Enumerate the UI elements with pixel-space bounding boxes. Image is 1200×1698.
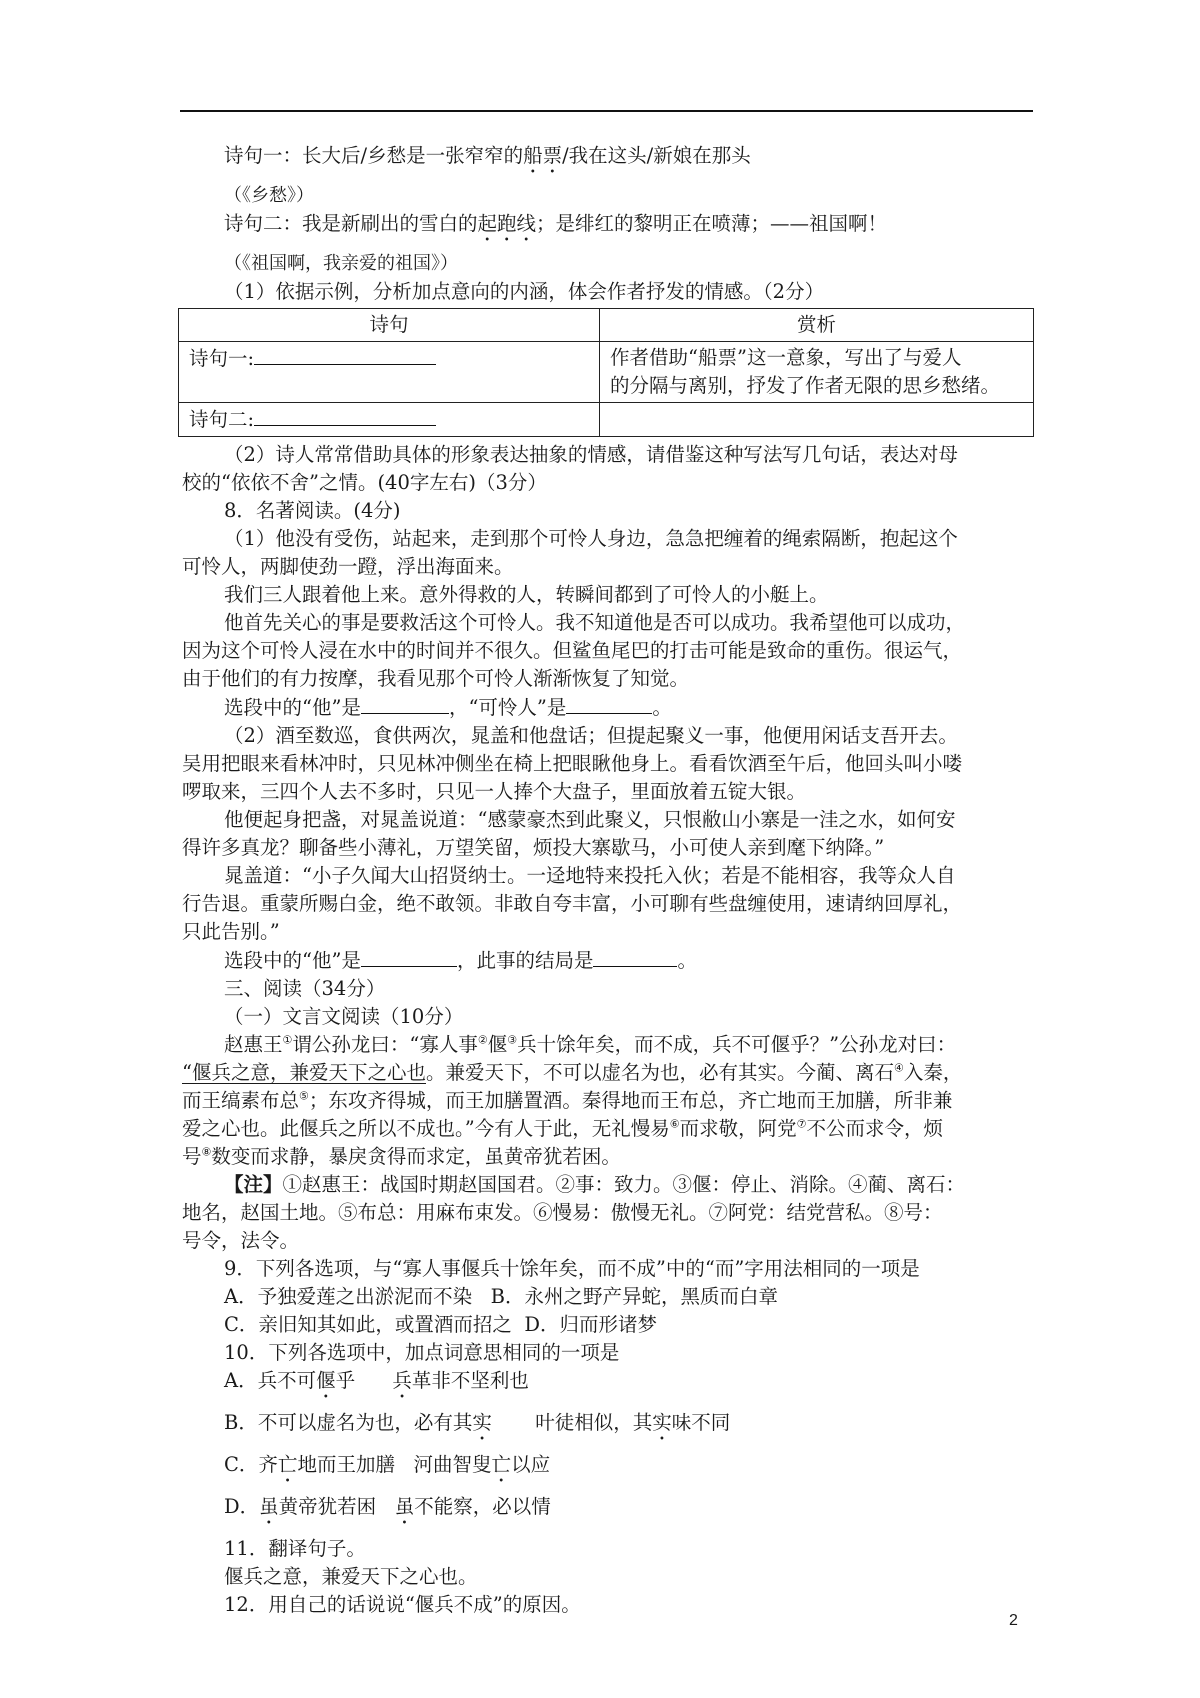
classical-text-line4: 爱之心也。此偃兵之所以不成也。”今有人于此，无礼慢易⑥而求敬，阿党⑦不公而求令，烦 — [182, 1117, 944, 1140]
underlined-sentence: “偃兵之意，兼爱天下之心也 — [182, 1061, 426, 1084]
verse-two: 诗句二：我是新刷出的雪白的起跑线；是绯红的黎明正在喷薄；——祖国啊！ — [224, 212, 888, 235]
classical-text-line5: 号⑧数变而求静，暴戾贪得而求定，虽黄帝犹若困。 — [182, 1145, 621, 1168]
notes-line3: 号令，法令。 — [182, 1229, 300, 1252]
q8-p1-line1: （1）他没有受伤，站起来，走到那个可怜人身边，急急把缠着的绳索隔断，抱起这个 — [224, 527, 958, 550]
dotted-imagery: 船票 — [523, 144, 563, 167]
table-analysis-one: 作者借助“船票”这一意象，写出了与爱人 的分隔与离别，抒发了作者无限的思乡愁绪。 — [600, 342, 1034, 403]
q8-p3-line3: 由于他们的有力按摩，我看见那个可怜人渐渐恢复了知觉。 — [182, 667, 690, 690]
q9-stem: 9．下列各选项，与“寡人事偃兵十馀年矣，而不成”中的“而”字用法相同的一项是 — [224, 1257, 920, 1280]
answer-blank[interactable] — [593, 946, 677, 967]
q8-p4-line2: 吴用把眼来看林冲时，只见林冲侧坐在椅上把眼瞅他身上。看看饮酒至午后，他回头叫小喽 — [182, 752, 963, 775]
table-header-analysis: 赏析 — [600, 309, 1034, 342]
q8-p3-line2: 因为这个可怜人浸在水中的时间并不很久。但鲨鱼尾巴的打击可能是致命的重伤。很运气， — [182, 639, 963, 662]
dotted-imagery: 起跑线 — [477, 212, 537, 235]
q11-stem: 11．翻译句子。 — [224, 1537, 366, 1560]
q12-stem: 12．用自己的话说说“偃兵不成”的原因。 — [224, 1593, 581, 1616]
q8-fill2: 选段中的“他”是 ，此事的结局是 。 — [182, 946, 1042, 975]
q10-stem: 10．下列各选项中，加点词意思相同的一项是 — [224, 1341, 620, 1364]
q8-p6-line1: 晁盖道：“小子久闻大山招贤纳士。一迳地特来投托入伙；若是不能相容，我等众人自 — [224, 864, 956, 887]
q8-p2: 我们三人跟着他上来。意外得救的人，转瞬间都到了可怜人的小艇上。 — [224, 583, 829, 606]
classical-text-line2: “偃兵之意，兼爱天下之心也。兼爱天下，不可以虚名为也，必有其实。今蔺、离石④入秦， — [182, 1061, 963, 1084]
q10-option-b: B．不可以虚名为也，必有其实 叶徒相似，其实味不同 — [224, 1411, 731, 1434]
table-row-verse-one: 诗句一: — [179, 342, 600, 403]
verse-two-source: （《祖国啊，我亲爱的祖国》） — [224, 253, 458, 274]
verse-one: 诗句一：长大后/乡愁是一张窄窄的船票/我在这头/新娘在那头 — [224, 144, 751, 167]
q8-fill1: 选段中的“他”是 ，“可怜人”是 。 — [182, 693, 1042, 722]
notes-line1: 【注】①赵惠王：战国时期赵国国君。②事：致力。③偃：停止、消除。④蔺、离石： — [224, 1173, 966, 1196]
q7-sub1: （1）依据示例，分析加点意向的内涵，体会作者抒发的情感。（2分） — [224, 280, 825, 303]
notes-line2: 地名，赵国土地。⑤布总：用麻布束发。⑥慢易：傲慢无礼。⑦阿党：结党营私。⑧号： — [182, 1201, 943, 1224]
section-subtitle: （一）文言文阅读（10分） — [224, 1005, 464, 1028]
q10-option-a: A．兵不可偃乎 兵革非不坚利也 — [224, 1369, 529, 1392]
q7-sub2-line2: 校的“依依不舍”之情。(40字左右)（3分） — [182, 471, 547, 494]
q8-p6-line2: 行告退。重蒙所赐白金，绝不敢领。非敢自夸丰富，小可聊有些盘缠使用，速请纳回厚礼， — [182, 892, 963, 915]
q8-p4-line3: 啰取来，三四个人去不多时，只见一人捧个大盘子，里面放着五锭大银。 — [182, 780, 807, 803]
answer-blank[interactable] — [254, 344, 436, 365]
q7-sub2-line1: （2）诗人常常借助具体的形象表达抽象的情感，请借鉴这种写法写几句话，表达对母 — [224, 443, 958, 466]
q8-title: 8．名著阅读。(4分) — [224, 499, 401, 522]
answer-blank[interactable] — [566, 693, 652, 714]
q11-sentence: 偃兵之意，兼爱天下之心也。 — [224, 1565, 478, 1588]
answer-blank[interactable] — [361, 946, 457, 967]
section-title: 三、阅读（34分） — [224, 977, 386, 1000]
q8-p5-line2: 得许多真龙？聊备些小薄礼，万望笑留，烦投大寨歇马，小可使人亲到麾下纳降。” — [182, 836, 885, 859]
table-header-verse: 诗句 — [179, 309, 600, 342]
q8-p3-line1: 他首先关心的事是要救活这个可怜人。我不知道他是否可以成功。我希望他可以成功， — [224, 611, 966, 634]
q8-p1-line2: 可怜人，两脚使劲一蹬，浮出海面来。 — [182, 555, 514, 578]
header-rule — [180, 110, 1033, 112]
q9-options-ab: A．予独爱莲之出淤泥而不染 B．永州之野产异蛇，黑质而白章 — [224, 1285, 779, 1308]
q10-option-d: D．虽黄帝犹若困 虽不能察，必以情 — [224, 1495, 551, 1518]
page-number: 2 — [1009, 1612, 1018, 1629]
q8-p6-line3: 只此告别。” — [182, 920, 280, 943]
answer-blank[interactable] — [361, 693, 449, 714]
classical-text-line1: 赵惠王①谓公孙龙曰：“寡人事②偃③兵十馀年矣，而不成，兵不可偃乎？”公孙龙对曰： — [224, 1033, 957, 1056]
classical-text-line3: 而王缟素布总⑤；东攻齐得城，而王加膳置酒。秦得地而王布总，齐亡地而王加膳，所非兼 — [182, 1089, 953, 1112]
q8-p4-line1: （2）酒至数巡，食供两次，晁盖和他盘话；但提起聚义一事，他便用闲话支吾开去。 — [224, 724, 958, 747]
q9-options-cd: C．亲旧知其如此，或置酒而招之 D．归而形诸梦 — [224, 1313, 657, 1336]
table-row-verse-two: 诗句二: — [179, 403, 600, 437]
analysis-table — [178, 308, 1034, 437]
q8-p5-line1: 他便起身把盏，对晁盖说道：“感蒙豪杰到此聚义，只恨敝山小寨是一洼之水，如何安 — [224, 808, 956, 831]
page-content — [182, 142, 1042, 1619]
table-analysis-two — [600, 403, 1034, 437]
answer-blank[interactable] — [254, 405, 436, 426]
q10-option-c: C．齐亡地而王加膳 河曲智叟亡以应 — [224, 1453, 551, 1476]
verse-one-source: （《乡愁》） — [224, 185, 314, 206]
